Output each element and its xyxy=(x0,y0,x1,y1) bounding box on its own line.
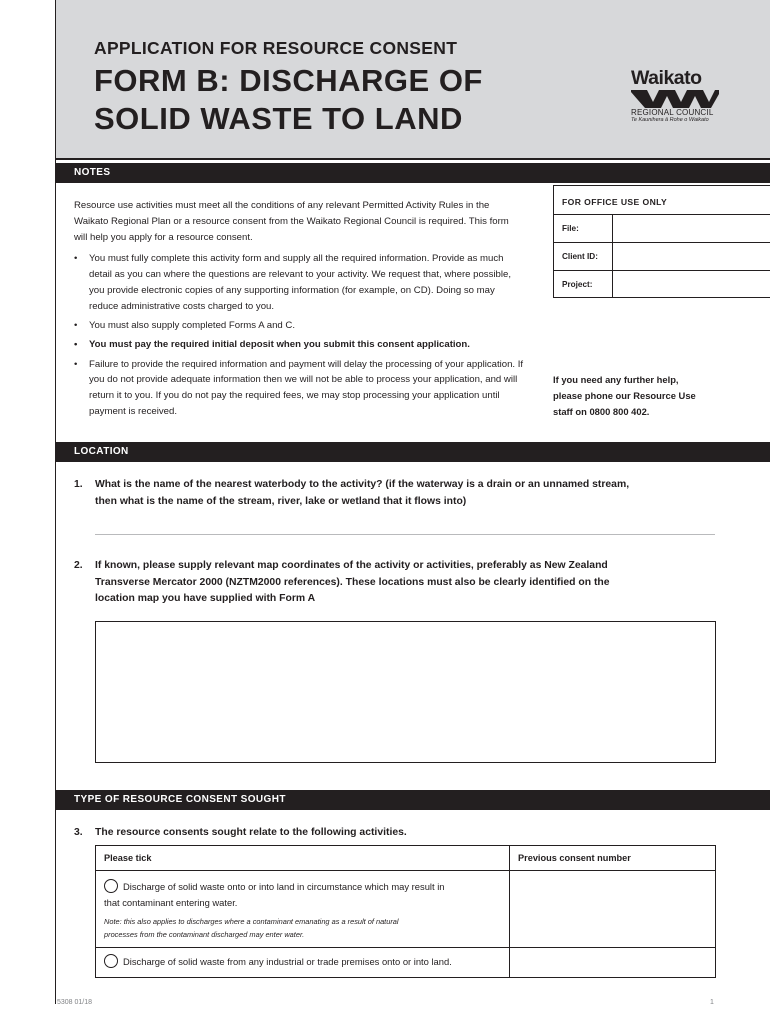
logo-name: Waikato xyxy=(631,67,702,89)
option-2-cell xyxy=(96,948,510,978)
table-row xyxy=(96,871,716,948)
question-2-line: If known, please supply relevant map coordinates of the activity or activities, preferably as New Zealand xyxy=(95,560,608,571)
form-subtitle: APPLICATION FOR RESOURCE CONSENT xyxy=(94,38,458,58)
table-row xyxy=(96,948,716,978)
option-1-label: Discharge of solid waste onto or into land in circumstance which may result in xyxy=(123,881,445,892)
consent-activities-table xyxy=(95,845,716,978)
logo-tagline: Te Kaunihera ā Rohe o Waikato xyxy=(631,117,709,123)
question-3 xyxy=(74,825,724,842)
question-2-line: Transverse Mercator 2000 (NZTM2000 references). These locations must also be clearly identified on the xyxy=(95,576,610,588)
question-number: 3. xyxy=(74,827,83,838)
question-1-line: What is the name of the nearest waterbody to the activity? (if the waterway is a drain or an unnamed stream, xyxy=(95,479,630,490)
note-line: processes from the contaminant discharged may enter water. xyxy=(104,929,305,939)
help-line: staff on 0800 800 402. xyxy=(553,406,650,417)
option-1-radio[interactable] xyxy=(104,879,118,893)
office-file-field[interactable] xyxy=(613,215,770,242)
office-file-label: File: xyxy=(554,215,613,242)
option-2-label: Discharge of solid waste from any industrial or trade premises onto or into land. xyxy=(123,956,452,967)
help-line: please phone our Resource Use xyxy=(553,390,696,401)
help-line: If you need any further help, xyxy=(553,374,679,385)
form-title-line1: FORM B: DISCHARGE OF xyxy=(94,63,483,98)
page-number: 1 xyxy=(710,999,714,1006)
form-title-line2: SOLID WASTE TO LAND xyxy=(94,101,463,136)
notes-bullet: • You must pay the required initial deposit when you submit this consent application. xyxy=(74,337,524,353)
option-1-label-cont: that contaminant entering water. xyxy=(104,896,238,908)
option-1-previous-consent-field[interactable] xyxy=(510,871,716,948)
notes-intro: Resource use activities must meet all the conditions of any relevant Permitted Activity Rules in the Waikato Regional Plan or a resource consent from the Waikato Regional Council is required. This form will help you apply for a resource consent. xyxy=(74,200,509,243)
help-contact xyxy=(553,372,733,420)
header-band xyxy=(56,0,770,158)
option-1-note xyxy=(104,916,501,941)
question-2-text xyxy=(74,558,724,608)
notes-heading: NOTES xyxy=(56,163,770,183)
office-project-label: Project: xyxy=(554,271,613,297)
notes-bullet: • Failure to provide the required information and payment will delay the processing of your application. If you do not provide adequate information then we will not be able to process your application, and will return it to you. If you do not pay the required fees, we may stop processing your application until payment is received. xyxy=(74,357,524,420)
option-1-cell xyxy=(96,871,510,948)
office-use-heading: FOR OFFICE USE ONLY xyxy=(562,197,668,207)
question-3-text: The resource consents sought relate to the following activities. xyxy=(95,827,407,838)
option-2-previous-consent-field[interactable] xyxy=(510,948,716,978)
question-number: 2. xyxy=(74,560,83,571)
office-project-field[interactable] xyxy=(613,271,770,297)
office-row-client xyxy=(554,242,770,270)
logo-council: REGIONAL COUNCIL xyxy=(631,108,714,117)
note-line: Note: this also applies to discharges where a contaminant emanating as a result of natural xyxy=(104,917,399,926)
map-coordinates-field[interactable] xyxy=(95,621,716,763)
logo-wave-icon xyxy=(631,90,719,108)
question-1 xyxy=(74,477,724,510)
col-please-tick: Please tick xyxy=(96,846,510,871)
form-code: 5308 01/18 xyxy=(57,999,93,1006)
waikato-logo xyxy=(631,68,731,128)
table-header-row xyxy=(96,846,716,871)
question-2 xyxy=(74,558,724,608)
col-previous-consent: Previous consent number xyxy=(510,846,716,871)
office-use-box xyxy=(553,185,770,298)
question-1-text xyxy=(74,477,724,510)
question-1-answer-field[interactable] xyxy=(95,534,715,535)
location-heading: LOCATION xyxy=(56,442,770,462)
office-client-field[interactable] xyxy=(613,243,770,270)
consent-type-heading: TYPE OF RESOURCE CONSENT SOUGHT xyxy=(56,790,770,810)
question-2-line: location map you have supplied with Form A xyxy=(95,593,316,604)
notes-bullet: • You must also supply completed Forms A and C. xyxy=(74,318,524,334)
form-title xyxy=(94,62,483,138)
office-row-file xyxy=(554,214,770,242)
notes-bullet: • You must fully complete this activity form and supply all the required information. Provide as much detail as you can where the questions are relevant to your activity. We request that, where possible, you provide electronic copies of any supporting information (for example, on CD). Doing so may reduce administrative costs charged to you. xyxy=(74,251,524,314)
office-row-project xyxy=(554,270,770,298)
question-number: 1. xyxy=(74,479,83,490)
notes-list xyxy=(74,251,524,419)
notes-body xyxy=(74,198,524,423)
option-2-radio[interactable] xyxy=(104,954,118,968)
question-1-line: then what is the name of the stream, river, lake or wetland that it flows into) xyxy=(95,495,467,507)
header-divider xyxy=(56,158,770,160)
office-client-label: Client ID: xyxy=(554,243,613,270)
